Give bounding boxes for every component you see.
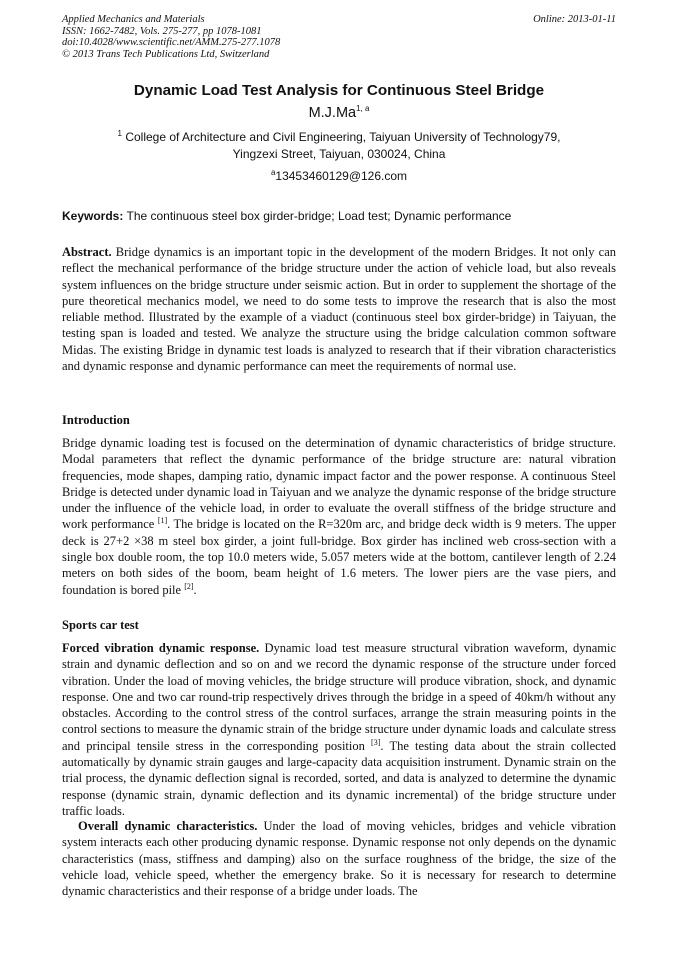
overall-dynamic-label: Overall dynamic characteristics. (78, 819, 258, 833)
abstract-label: Abstract. (62, 245, 112, 259)
keywords-label: Keywords: (62, 209, 124, 223)
journal-header (62, 14, 280, 60)
email-address: 13453460129@126.com (275, 169, 408, 183)
introduction-text-a: Bridge dynamic loading test is focused on the determination of dynamic characteristics of bridge structure. Modal parameters that reflect the dynamic performance of the bridge structure are: natural vibration frequencies, mode shapes, damping ratio, dynamic impact factor and the power response. A continuous Steel Bridge is detected under dynamic load in Taiyuan and we analyze the dynamic response of the bridge structure under the influence of the vehicle load, in order to evaluate the overall stiffness of the bridge structure and work performance (62, 436, 616, 532)
author-line (62, 104, 616, 122)
paper-title: Dynamic Load Test Analysis for Continuous Steel Bridge (133, 82, 545, 99)
forced-vibration-text-a: Dynamic load test measure structural vibration waveform, dynamic strain and dynamic deflection and so on and we record the dynamic response of the structure under forced vibration. Under the load of moving vehicles, the bridge structure will produce vibration, shock, and dynamic response. One and two car round-trip respectively drives through the bridge in a speed of 40km/h without any obstacles. According to the control stress of the control surfaces, arrange the strain measuring points in the control sections to measure the dynamic strain of the bridge structure under dynamic loads and calculate stress and principal tensile stress in the corresponding position (62, 641, 616, 753)
overall-dynamic-paragraph (62, 818, 616, 899)
affiliation-text: College of Architecture and Civil Engineering, Taiyuan University of Technology79, Yingzexi Street, Taiyuan, 030024, China (125, 130, 561, 161)
forced-vibration-text-b: . The testing data about the strain collected automatically by dynamic strain gauges and large-capacity data acquisition instrument. Dynamic strain on the trial process, the dynamic deflection signal is recorded, sorted, and data is analyzed to determine the dynamic response (dynamic strain, dynamic deflection and its dynamic incremental) of the bridge structure under traffic loads. (62, 738, 616, 818)
citation-2: [2] (184, 581, 194, 591)
email-superscript: a (270, 168, 276, 177)
forced-vibration-label: Forced vibration dynamic response. (62, 641, 260, 655)
forced-vibration-paragraph (62, 640, 616, 819)
overall-dynamic-text: Under the load of moving vehicles, bridges and vehicle vibration system interacts each other producing dynamic response. Dynamic response not only depends on the dynamic characteristics (mass, stiffness and damping) also on the surface roughness of the bridge, the size of the vehicle load, vehicle speed, whether the emergency brake. So it is necessary for research to determine dynamic characteristics and their response of a bridge under loads. The (62, 819, 616, 899)
introduction-heading: Introduction (62, 413, 130, 427)
affiliation (95, 129, 583, 163)
author-name: M.J.Ma (308, 105, 357, 121)
abstract-text: Bridge dynamics is an important topic in the development of the modern Bridges. It not only can reflect the mechanical performance of the bridge structure under the action of vehicle load, but also reveals system influences on the bridge structure under seismic action. But in order to supplement the shortage of the pure theoretical mechanics model, we need to do some tests to improve the research that is also the most reliable method. Illustrated by the example of a viaduct (continuous steel box girder-bridge) in Taiyuan, the testing span is loaded and tested. We analyze the structure using the bridge calculation common software Midas. The existing Bridge in dynamic test loads is analyzed to research that if their vibration characteristics and dynamic response and dynamic performance can meet the requirements of normal use. (62, 245, 616, 374)
journal-name: Applied Mechanics and Materials (62, 14, 205, 25)
keywords-text: The continuous steel box girder-bridge; Load test; Dynamic performance (126, 209, 512, 223)
abstract (62, 244, 616, 374)
issn-line: ISSN: 1662-7482, Vols. 275-277, pp 1078-1081 (62, 25, 262, 37)
introduction-paragraph (62, 435, 616, 598)
author-superscript: 1, a (356, 104, 370, 114)
email-line (62, 168, 616, 184)
introduction-text-c: . (193, 582, 197, 597)
copyright-line: © 2013 Trans Tech Publications Ltd, Switzerland (62, 48, 270, 60)
keywords (62, 208, 616, 224)
doi-line: doi:10.4028/www.scientific.net/AMM.275-277.1078 (62, 37, 281, 49)
online-date: Online: 2013-01-11 (533, 14, 616, 25)
affiliation-superscript: 1 (117, 129, 122, 138)
introduction-text-b: . The bridge is located on the R=320m arc, and bridge deck width is 9 meters. The upper deck is 27+2 ×38 m steel box girder, a joint full-bridge. Box girder has inclined web cross-section with a single box double room, the top 10.0 meters wide, 5.057 meters wide at the bottom, cantilever length of 2.24 meters on both sides of the boom, beam height of 1.6 meters. The lower piers are the vase piers, and foundation is bored pile (62, 517, 616, 597)
citation-3: [3] (371, 737, 381, 747)
sports-car-test-heading: Sports car test (62, 618, 139, 632)
citation-1: [1] (157, 516, 168, 526)
